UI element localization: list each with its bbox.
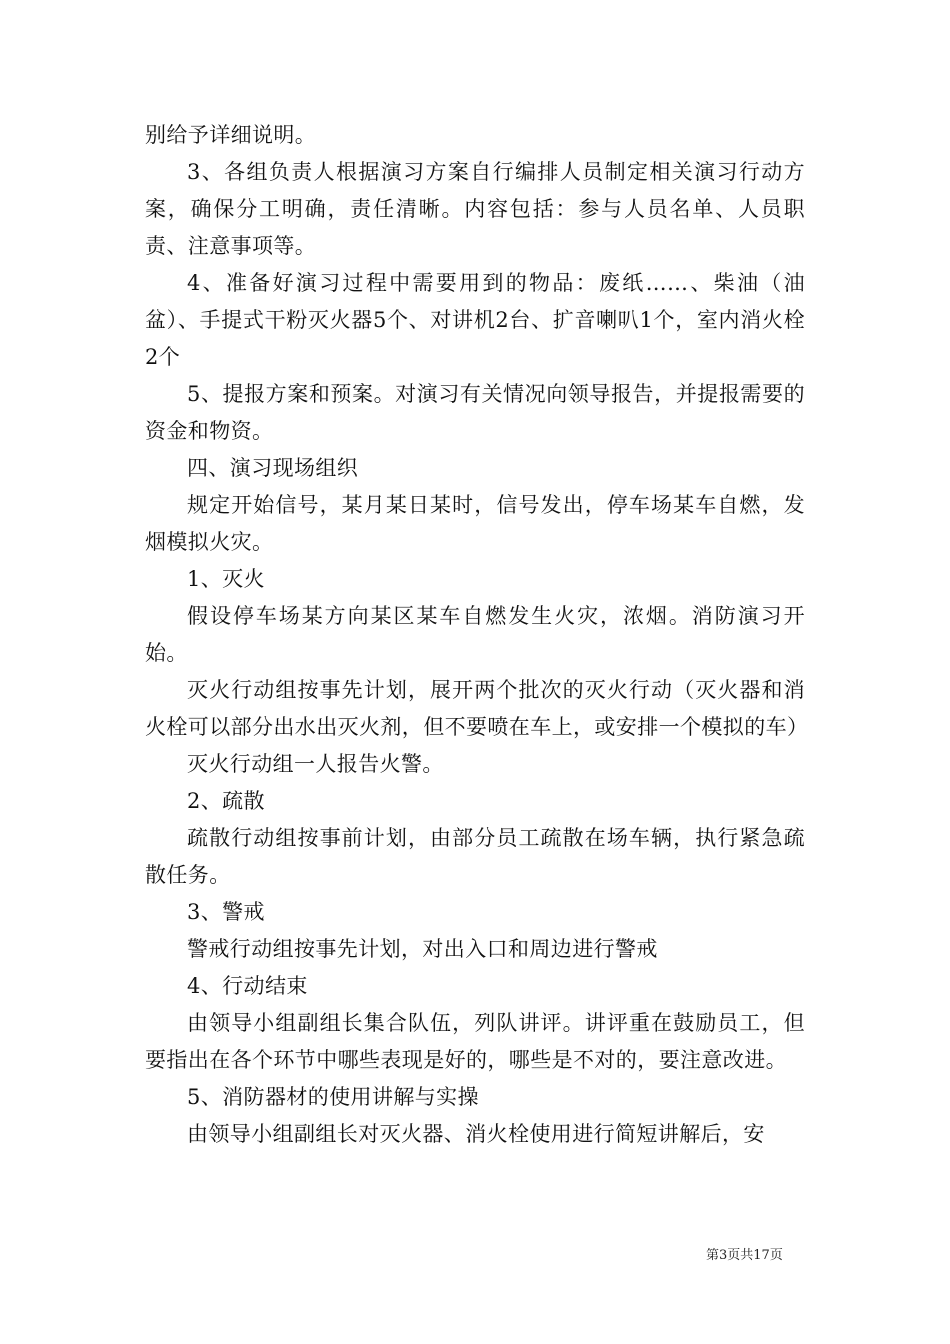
page-number: 第3页共17页 (706, 1248, 783, 1263)
paragraph-extinguish-action: 灭火行动组按事先计划，展开两个批次的灭火行动（灭火器和消火栓可以部分出水出灭火剂，但不要喷在车上，或安排一个模拟的车） (145, 678, 809, 739)
paragraph-guard: 警戒行动组按事先计划，对出入口和周边进行警戒 (187, 937, 658, 961)
paragraph-item-3: 3、各组负责人根据演习方案自行编排人员制定相关演习行动方案，确保分工明确，责任清晰。内容包括：参与人员名单、人员职责、注意事项等。 (145, 160, 805, 258)
document-body (145, 117, 809, 1153)
paragraph-item-4: 4、准备好演习过程中需要用到的物品：废纸……、柴油（油盆）、手提式干粉灭火器5个、对讲机2台、扩音喇叭1个，室内消火栓2个 (145, 271, 805, 369)
paragraph-continuation: 别给予详细说明。 (145, 123, 317, 147)
subheading-action-end: 4、行动结束 (187, 974, 308, 998)
subheading-extinguish: 1、灭火 (187, 567, 265, 591)
paragraph-review: 由领导小组副组长集合队伍，列队讲评。讲评重在鼓励员工，但要指出在各个环节中哪些表现是好的，哪些是不对的，要注意改进。 (145, 1011, 805, 1072)
paragraph-fire-scenario: 假设停车场某方向某区某车自燃发生火灾，浓烟。消防演习开始。 (145, 604, 805, 665)
paragraph-equipment-demo: 由领导小组副组长对灭火器、消火栓使用进行简短讲解后，安 (187, 1122, 765, 1146)
paragraph-start-signal: 规定开始信号，某月某日某时，信号发出，停车场某车自燃，发烟模拟火灾。 (145, 493, 805, 554)
subheading-equipment: 5、消防器材的使用讲解与实操 (187, 1085, 479, 1109)
paragraph-evacuation: 疏散行动组按事前计划，由部分员工疏散在场车辆，执行紧急疏散任务。 (145, 826, 805, 887)
paragraph-item-5: 5、提报方案和预案。对演习有关情况向领导报告，并提报需要的资金和物资。 (145, 382, 805, 443)
section-heading-4: 四、演习现场组织 (187, 456, 359, 480)
paragraph-report-alarm: 灭火行动组一人报告火警。 (187, 752, 444, 776)
subheading-guard: 3、警戒 (187, 900, 265, 924)
subheading-evacuate: 2、疏散 (187, 789, 265, 813)
